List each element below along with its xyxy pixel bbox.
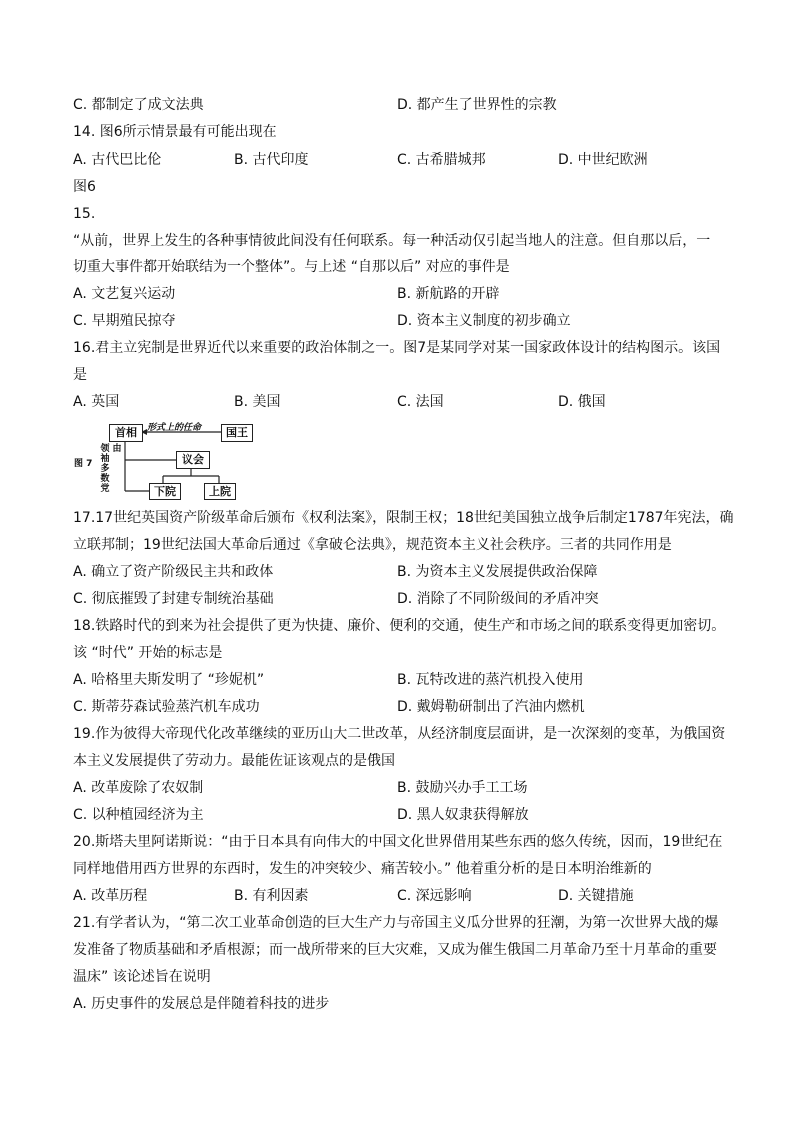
q16-option-a: A. 英国 <box>73 394 120 410</box>
question-15-line-2: 切重大事件都开始联结为一个整体”。与上述 “自那以后” 对应的事件是 <box>73 259 510 275</box>
q17-option-b: B. 为资本主义发展提供政治保障 <box>397 564 598 580</box>
question-17-line-1: 17.17世纪英国资产阶级革命后颁布《权利法案》，限制王权；18世纪美国独立战争后制定1787年宪法，确 <box>73 510 734 526</box>
lower-house-box: 下院 <box>149 483 181 500</box>
q15-option-d: D. 资本主义制度的初步确立 <box>397 313 571 329</box>
q20-option-d: D. 关键措施 <box>558 888 634 904</box>
by-label: 由 <box>112 444 122 454</box>
figure-7-label: 图 7 <box>74 459 93 469</box>
figure-6-label: 图6 <box>73 179 96 195</box>
question-19-line-2: 本主义发展提供了劳动力。最能佐证该观点的是俄国 <box>73 753 395 769</box>
question-18-line-2: 该 “时代” 开始的标志是 <box>73 645 223 661</box>
q16-option-c: C. 法国 <box>397 394 444 410</box>
question-16-line-1: 16.君主立宪制是世界近代以来重要的政治体制之一。图7是某同学对某一国家政体设计的结构图示。该国 <box>73 340 721 356</box>
q15-option-a: A. 文艺复兴运动 <box>73 286 176 302</box>
question-15-line-1: “从前，世界上发生的各种事情彼此间没有任何联系。每一种活动仅引起当地人的注意。但自那以后，一 <box>73 233 711 249</box>
question-16-line-2: 是 <box>73 367 87 383</box>
parliament-box: 议会 <box>176 451 210 469</box>
q20-option-c: C. 深远影响 <box>397 888 472 904</box>
q15-option-b: B. 新航路的开辟 <box>397 286 500 302</box>
question-15-number: 15. <box>73 206 96 222</box>
king-box: 国王 <box>221 424 253 442</box>
question-21-line-1: 21.有学者认为，“第二次工业革命创造的巨大生产力与帝国主义瓜分世界的狂潮，为第一次世界大战的爆 <box>73 915 719 931</box>
q14-option-d: D. 中世纪欧洲 <box>558 152 648 168</box>
question-18-line-1: 18.铁路时代的到来为社会提供了更为快捷、廉价、便利的交通，使生产和市场之间的联系变得更加密切。 <box>73 618 726 634</box>
q18-option-c: C. 斯蒂芬森试验蒸汽机车成功 <box>73 699 260 715</box>
question-21-line-3: 温床” 该论述旨在说明 <box>73 969 211 985</box>
q20-option-a: A. 改革历程 <box>73 888 148 904</box>
q16-option-d: D. 俄国 <box>558 394 606 410</box>
upper-house-box: 上院 <box>204 483 236 500</box>
q18-option-b: B. 瓦特改进的蒸汽机投入使用 <box>397 672 584 688</box>
q20-option-b: B. 有利因素 <box>234 888 309 904</box>
q19-option-b: B. 鼓励兴办手工工场 <box>397 780 528 796</box>
q17-option-c: C. 彻底摧毁了封建专制统治基础 <box>73 591 274 607</box>
majority-party-leader-label: 领袖多数党 <box>100 444 110 494</box>
q14-option-b: B. 古代印度 <box>234 152 309 168</box>
q21-option-a: A. 历史事件的发展总是伴随着科技的进步 <box>73 996 330 1012</box>
q18-option-d: D. 戴姆勒研制出了汽油内燃机 <box>397 699 585 715</box>
q19-option-d: D. 黑人奴隶获得解放 <box>397 807 529 823</box>
figure-7-diagram <box>73 420 263 502</box>
question-20-line-2: 同样地借用西方世界的东西时，发生的冲突较少、痛苦较小。” 他着重分析的是日本明治维新的 <box>73 861 652 877</box>
question-19-line-1: 19.作为彼得大帝现代化改革继续的亚历山大二世改革，从经济制度层面讲，是一次深刻的变革，为俄国资 <box>73 726 726 742</box>
q17-option-d: D. 消除了不同阶级间的矛盾冲突 <box>397 591 599 607</box>
question-14: 14. 图6所示情景最有可能出现在 <box>73 124 277 140</box>
line-q13c: C. 都制定了成文法典 <box>73 97 204 113</box>
line-q13d: D. 都产生了世界性的宗教 <box>397 97 557 113</box>
question-17-line-2: 立联邦制；19世纪法国大革命后通过《拿破仑法典》，规范资本主义社会秩序。三者的共同作用是 <box>73 537 672 553</box>
q17-option-a: A. 确立了资产阶级民主共和政体 <box>73 564 274 580</box>
q16-option-b: B. 美国 <box>234 394 281 410</box>
q14-option-c: C. 古希腊城邦 <box>397 152 486 168</box>
q19-option-c: C. 以种植园经济为主 <box>73 807 204 823</box>
q19-option-a: A. 改革废除了农奴制 <box>73 780 204 796</box>
question-21-line-2: 发准备了物质基础和矛盾根源；而一战所带来的巨大灾难，又成为催生俄国二月革命乃至十月革命的重要 <box>73 942 717 958</box>
question-20-line-1: 20.斯塔夫里阿诺斯说：“由于日本具有向伟大的中国文化世界借用某些东西的悠久传统，因而，19世纪在 <box>73 834 723 850</box>
q18-option-a: A. 哈格里夫斯发明了 “珍妮机” <box>73 672 265 688</box>
q14-option-a: A. 古代巴比伦 <box>73 152 162 168</box>
q15-option-c: C. 早期殖民掠夺 <box>73 313 176 329</box>
prime-minister-box: 首相 <box>109 424 143 442</box>
nominal-appointment-label: 形式上的任命 <box>147 423 202 433</box>
